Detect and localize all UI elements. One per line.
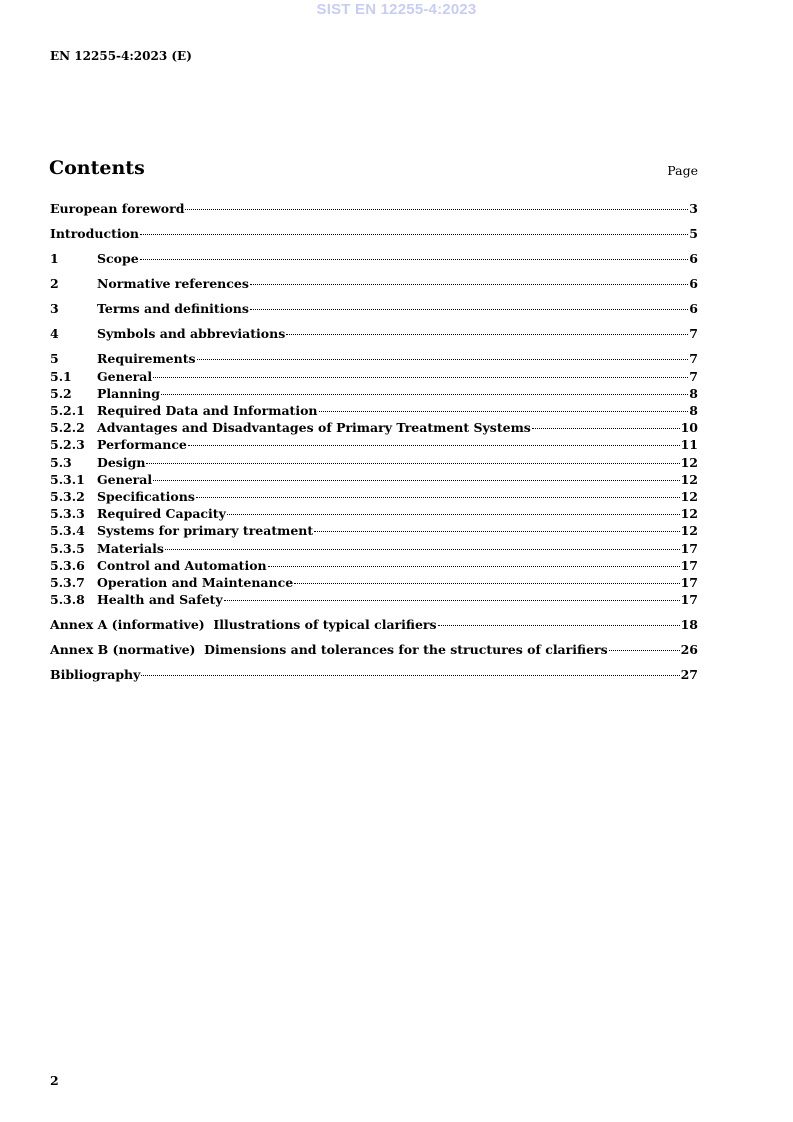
- toc-entry-title: Materials: [97, 540, 164, 556]
- toc-entry-page: 5: [689, 226, 698, 242]
- toc-entry-number: 5.2.3: [50, 437, 85, 453]
- toc-entry[interactable]: [50, 591, 698, 608]
- toc-entry-title: Scope: [97, 251, 139, 267]
- toc-entry-title: Required Capacity: [97, 506, 226, 522]
- toc-entry-page: 3: [689, 201, 698, 216]
- toc-entry-title: Requirements: [97, 351, 196, 367]
- toc-entry-title: Control and Automation: [97, 557, 267, 573]
- toc-dot-leader: [161, 394, 688, 395]
- toc-entry-title: Bibliography: [50, 667, 141, 683]
- toc-dot-leader: [314, 531, 679, 532]
- toc-entry-number: 5.2.1: [50, 403, 85, 419]
- toc-dot-leader: [227, 514, 680, 515]
- toc-entry-number: 4: [50, 326, 59, 342]
- toc-entry-title: Annex A (informative) Illustrations of typical clarifiers: [50, 617, 437, 633]
- toc-entry[interactable]: [50, 616, 698, 633]
- toc-entry[interactable]: [50, 522, 698, 539]
- toc-entry-page: 27: [680, 667, 698, 683]
- toc-dot-leader: [268, 566, 680, 567]
- toc-entry-number: 5.3.8: [50, 592, 85, 608]
- toc-entry[interactable]: [50, 325, 698, 342]
- toc-entry-title: European foreword: [50, 201, 185, 216]
- toc-entry-number: 2: [50, 276, 59, 292]
- toc-entry-page: 12: [680, 506, 698, 522]
- toc-entry[interactable]: [50, 225, 698, 242]
- toc-entry-title: Systems for primary treatment: [97, 523, 314, 539]
- toc-entry-number: 5.3.4: [50, 523, 85, 539]
- toc-dot-leader: [140, 259, 689, 260]
- toc-entry-title: General: [97, 471, 153, 487]
- toc-entry[interactable]: [50, 641, 698, 658]
- page-number: 2: [50, 1073, 59, 1088]
- toc-entry-page: 6: [689, 276, 698, 292]
- toc-entry-title: Health and Safety: [97, 592, 223, 608]
- toc-entry-page: 26: [680, 642, 698, 658]
- toc-dot-leader: [140, 234, 688, 235]
- toc-entry-title: Normative references: [97, 276, 249, 292]
- toc-entry-title: Design: [97, 454, 146, 470]
- toc-entry-number: 5.3.1: [50, 471, 85, 487]
- toc-entry-page: 7: [689, 351, 698, 367]
- toc-dot-leader: [153, 480, 679, 481]
- watermark: SIST EN 12255-4:2023: [316, 1, 477, 18]
- toc-entry-page: 12: [680, 471, 698, 487]
- toc-entry-title: Required Data and Information: [97, 403, 318, 419]
- toc-entry[interactable]: [50, 350, 698, 367]
- toc-entry-number: 5.1: [50, 368, 72, 384]
- table-of-contents: [50, 200, 698, 684]
- toc-entry-title: Specifications: [97, 488, 195, 504]
- toc-entry[interactable]: [50, 419, 698, 436]
- toc-entry[interactable]: [50, 454, 698, 471]
- toc-entry[interactable]: [50, 436, 698, 453]
- toc-dot-leader: [250, 309, 688, 310]
- toc-dot-leader: [197, 359, 689, 360]
- toc-entry[interactable]: [50, 557, 698, 574]
- toc-entry-number: 5.2: [50, 385, 72, 401]
- toc-entry-title: Advantages and Disadvantages of Primary Treatment Systems: [97, 420, 531, 436]
- toc-dot-leader: [146, 463, 679, 464]
- toc-dot-leader: [438, 625, 680, 626]
- toc-dot-leader: [188, 445, 680, 446]
- toc-entry[interactable]: [50, 200, 698, 217]
- toc-entry[interactable]: [50, 250, 698, 267]
- toc-entry-number: 5.3.2: [50, 488, 85, 504]
- toc-dot-leader: [294, 583, 679, 584]
- toc-entry-page: 12: [680, 523, 698, 539]
- toc-entry-number: 5.3.3: [50, 506, 85, 522]
- toc-entry-title: Planning: [97, 385, 161, 401]
- toc-entry-page: 6: [689, 251, 698, 267]
- toc-entry-number: 1: [50, 251, 59, 267]
- page-column-label: Page: [667, 163, 698, 178]
- document-id: EN 12255-4:2023 (E): [50, 49, 192, 63]
- toc-dot-leader: [609, 650, 680, 651]
- toc-dot-leader: [185, 209, 688, 210]
- toc-entry-title: Symbols and abbreviations: [97, 326, 286, 342]
- toc-entry[interactable]: [50, 471, 698, 488]
- toc-entry-page: 17: [680, 540, 698, 556]
- contents-heading: Contents: [49, 157, 145, 179]
- toc-dot-leader: [319, 411, 689, 412]
- toc-entry[interactable]: [50, 488, 698, 505]
- toc-entry-page: 6: [689, 301, 698, 317]
- toc-entry-number: 5.2.2: [50, 420, 85, 436]
- toc-entry-number: 3: [50, 301, 59, 317]
- toc-entry-page: 17: [680, 592, 698, 608]
- toc-entry[interactable]: [50, 505, 698, 522]
- toc-entry[interactable]: [50, 574, 698, 591]
- toc-entry-number: 5: [50, 351, 59, 367]
- toc-dot-leader: [532, 428, 680, 429]
- toc-entry-page: 17: [680, 557, 698, 573]
- toc-entry-number: 5.3.6: [50, 557, 85, 573]
- toc-dot-leader: [196, 497, 680, 498]
- toc-entry-page: 17: [680, 574, 698, 590]
- toc-entry-page: 18: [680, 617, 698, 633]
- toc-entry-page: 7: [689, 326, 698, 342]
- toc-entry[interactable]: [50, 402, 698, 419]
- toc-entry-title: General: [97, 368, 153, 384]
- toc-entry-title: Operation and Maintenance: [97, 574, 294, 590]
- toc-entry-page: 12: [680, 488, 698, 504]
- toc-dot-leader: [141, 675, 679, 676]
- toc-entry-page: 8: [689, 385, 698, 401]
- toc-dot-leader: [250, 284, 688, 285]
- toc-entry-number: 5.3.7: [50, 574, 85, 590]
- toc-entry[interactable]: [50, 666, 698, 683]
- toc-entry-number: 5.3.5: [50, 540, 85, 556]
- toc-entry-title: Terms and definitions: [97, 301, 249, 317]
- toc-dot-leader: [224, 600, 680, 601]
- toc-entry[interactable]: [50, 300, 698, 317]
- toc-entry-page: 11: [680, 437, 698, 453]
- toc-entry[interactable]: [50, 275, 698, 292]
- toc-entry[interactable]: [50, 385, 698, 402]
- toc-entry-page: 8: [689, 403, 698, 419]
- toc-dot-leader: [286, 334, 688, 335]
- toc-entry-title: Performance: [97, 437, 187, 453]
- toc-entry[interactable]: [50, 368, 698, 385]
- toc-entry-page: 7: [689, 368, 698, 384]
- toc-entry-number: 5.3: [50, 454, 72, 470]
- toc-dot-leader: [165, 549, 680, 550]
- toc-dot-leader: [153, 377, 688, 378]
- toc-entry-page: 10: [680, 420, 698, 436]
- toc-entry-page: 12: [680, 454, 698, 470]
- toc-entry[interactable]: [50, 540, 698, 557]
- toc-entry-title: Introduction: [50, 226, 140, 242]
- toc-entry-title: Annex B (normative) Dimensions and tolerances for the structures of clarifiers: [50, 642, 608, 658]
